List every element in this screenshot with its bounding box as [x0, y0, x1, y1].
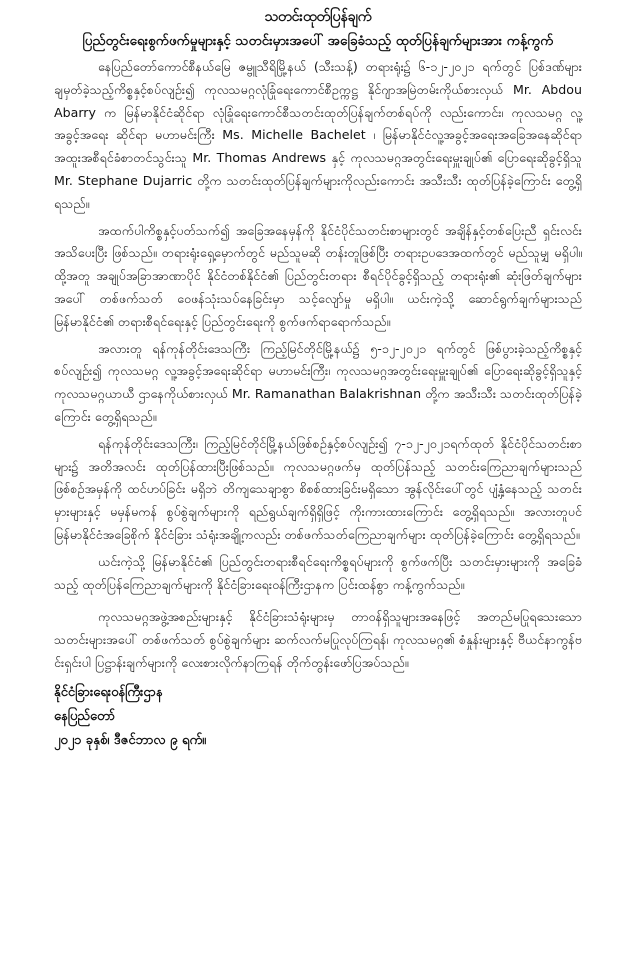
- document-title: သတင်းထုတ်ပြန်ချက်: [264, 9, 372, 25]
- paragraph-6: ကုလသမဂ္ဂအဖွဲ့အစည်းများနှင့် နိုင်ငံခြားသံရုံးများမှ တာဝန်ရှိသူများအနေဖြင့် အတည်မပြုရသေးသော သတင်းများအပေါ် တစ်ဖက်သတ် စွပ်စွဲချက်များ ဆက်လက်မပြုလုပ်ကြရန်၊ ကုလသမဂ္ဂ၏ စံနှုန်းများနှင့် ဗီယင်နာကွန်ဗင်းရှင်းပါ ပြဋ္ဌာန်းချက်များကို လေးစားလိုက်နာကြရန် တိုက်တွန်းဖော်ပြအပ်သည်။: [54, 609, 582, 670]
- paragraph-3: အလားတူ ရန်ကုန်တိုင်းဒေသကြီး ကြည့်မြင်တိုင်မြို့နယ်၌ ၅-၁၂-၂၀၂၁ ရက်တွင် ဖြစ်ပွားခဲ့သည့်ကိစ္စနှင့်စပ်လျဉ်း၍ ကုလသမဂ္ဂ လူ့အခွင့်အရေးဆိုင်ရာ မဟာမင်းကြီး၊ ကုလသမဂ္ဂအတွင်းရေးမှူးချုပ်၏ ပြောရေးဆိုခွင့်ရှိသူနှင့် ကုလသမဂ္ဂယာယီ ဌာနေကိုယ်စားလှယ် Mr. Ramanathan Balakrishnan တို့က အသီးသီး သတင်းထုတ်ပြန်ခဲ့ကြောင်း တွေ့ရှိရသည်။: [54, 340, 582, 424]
- signature-block: [54, 681, 582, 753]
- press-release-document: [54, 6, 582, 753]
- paragraph-5: ယင်းကဲ့သို့ မြန်မာနိုင်ငံ၏ ပြည်တွင်းတရားစီရင်ရေးကိစ္စရပ်များကို စွက်ဖက်ပြီး သတင်းမှားများကို အခြေခံသည့် ထုတ်ပြန်ကြေညာချက်များကို နိုင်ငံခြားရေးဝန်ကြီးဌာနက ပြင်းထန်စွာ ကန့်ကွက်သည်။: [54, 553, 582, 592]
- paragraph-4: ရန်ကုန်တိုင်းဒေသကြီး၊ ကြည့်မြင်တိုင်မြို့နယ်ဖြစ်စဉ်နှင့်စပ်လျဉ်း၍ ၇-၁၂-၂၀၂၁ရက်ထုတ် နိုင်ငံပိုင်သတင်းစာများ၌ အတိအလင်း ထုတ်ပြန်ထားပြီးဖြစ်သည်။ ကုလသမဂ္ဂဖက်မှ ထုတ်ပြန်သည့် သတင်းကြေညာချက်များသည် ဖြစ်စဉ်အမှန်ကို ထင်ဟပ်ခြင်း မရှိဘဲ တိကျသေချာစွာ စိစစ်ထားခြင်းမရှိသော အွန်လိုင်းပေါ်တွင် ပျံ့နှံ့နေသည့် သတင်းမှားများနှင့် မမှန်မကန် စွပ်စွဲချက်များကို ရည်ရွယ်ချက်ရှိရှိဖြင့် ကိုးကားထားကြောင်း တွေ့ရှိရသည်။ အလားတူပင် မြန်မာနိုင်ငံအခြေစိုက် နိုင်ငံခြား သံရုံးအချို့ကလည်း တစ်ဖက်သတ်ကြေညာချက်များ ထုတ်ပြန်ခဲ့ကြောင်း တွေ့ရှိရသည်။: [54, 435, 582, 542]
- paragraph-2: အထက်ပါကိစ္စနှင့်ပတ်သက်၍ အခြေအနေမှန်ကို နိုင်ငံပိုင်သတင်းစာများတွင် အချိန်နှင့်တစ်ပြေးညီ ရှင်းလင်းအသိပေးပြီး ဖြစ်သည်။ တရားရုံးရှေ့မှောက်တွင် မည်သူမဆို တန်းတူဖြစ်ပြီး တရားဥပဒေအထက်တွင် မည်သူမျှ မရှိပါ။ ထို့အတူ အချုပ်အခြာအာဏာပိုင် နိုင်ငံတစ်နိုင်ငံ၏ ပြည်တွင်းတရား စီရင်ပိုင်ခွင့်ရှိသည့် တရားရုံး၏ ဆုံးဖြတ်ချက်များအပေါ် တစ်ဖက်သတ် ဝေဖန်သုံးသပ်နေခြင်းမှာ သင့်လျော်မှု မရှိပါ။ ယင်းကဲ့သို့ ဆောင်ရွက်ချက်များသည် မြန်မာနိုင်ငံ၏ တရားစီရင်ရေးနှင့် ပြည်တွင်းရေးကို စွက်ဖက်ရာရောက်သည်။: [54, 222, 582, 329]
- signature-place: နေပြည်တော်: [54, 708, 116, 724]
- signature-ministry: နိုင်ငံခြားရေးဝန်ကြီးဌာန: [54, 684, 163, 700]
- document-subtitle: ပြည်တွင်းရေးစွက်ဖက်မှုများနှင့် သတင်းမှားအပေါ် အခြေခံသည့် ထုတ်ပြန်ချက်များအား ကန့်ကွက်: [82, 33, 554, 49]
- signature-date: ၂၀၂၁ ခုနှစ်၊ ဒီဇင်ဘာလ ၉ ရက်။: [54, 732, 207, 748]
- paragraph-1: နေပြည်တော်ကောင်စီနယ်မြေ ဇမ္ဗူသီရိမြို့နယ် (သီးသန့်) တရားရုံး၌ ၆-၁၂-၂၀၂၁ ရက်တွင် ပြစ်ဒဏ်များချမှတ်ခဲ့သည့်ကိစ္စနှင့်စပ်လျဉ်း၍ ကုလသမဂ္ဂလုံခြုံရေးကောင်စီဥက္ကဋ္ဌ နိုင်ဂျာအမြဲတမ်းကိုယ်စားလှယ် Mr. Abdou Abarry က မြန်မာနိုင်ငံဆိုင်ရာ လုံခြုံရေးကောင်စီသတင်းထုတ်ပြန်ချက်တစ်ရပ်ကို လည်းကောင်း၊ ကုလသမဂ္ဂ လူ့အခွင့်အရေး ဆိုင်ရာ မဟာမင်းကြီး Ms. Michelle Bachelet ၊ မြန်မာနိုင်ငံလူ့အခွင့်အရေးအခြေအနေဆိုင်ရာ အထူးအစီရင်ခံစာတင်သွင်းသူ Mr. Thomas Andrews နှင့် ကုလသမဂ္ဂအတွင်းရေးမှူးချုပ်၏ ပြောရေးဆိုခွင့်ရှိသူ Mr. Stephane Dujarric တို့က သတင်းထုတ်ပြန်ချက်များကိုလည်းကောင်း အသီးသီး ထုတ်ပြန်ခဲ့ကြောင်း တွေ့ရှိရသည်။: [54, 59, 582, 211]
